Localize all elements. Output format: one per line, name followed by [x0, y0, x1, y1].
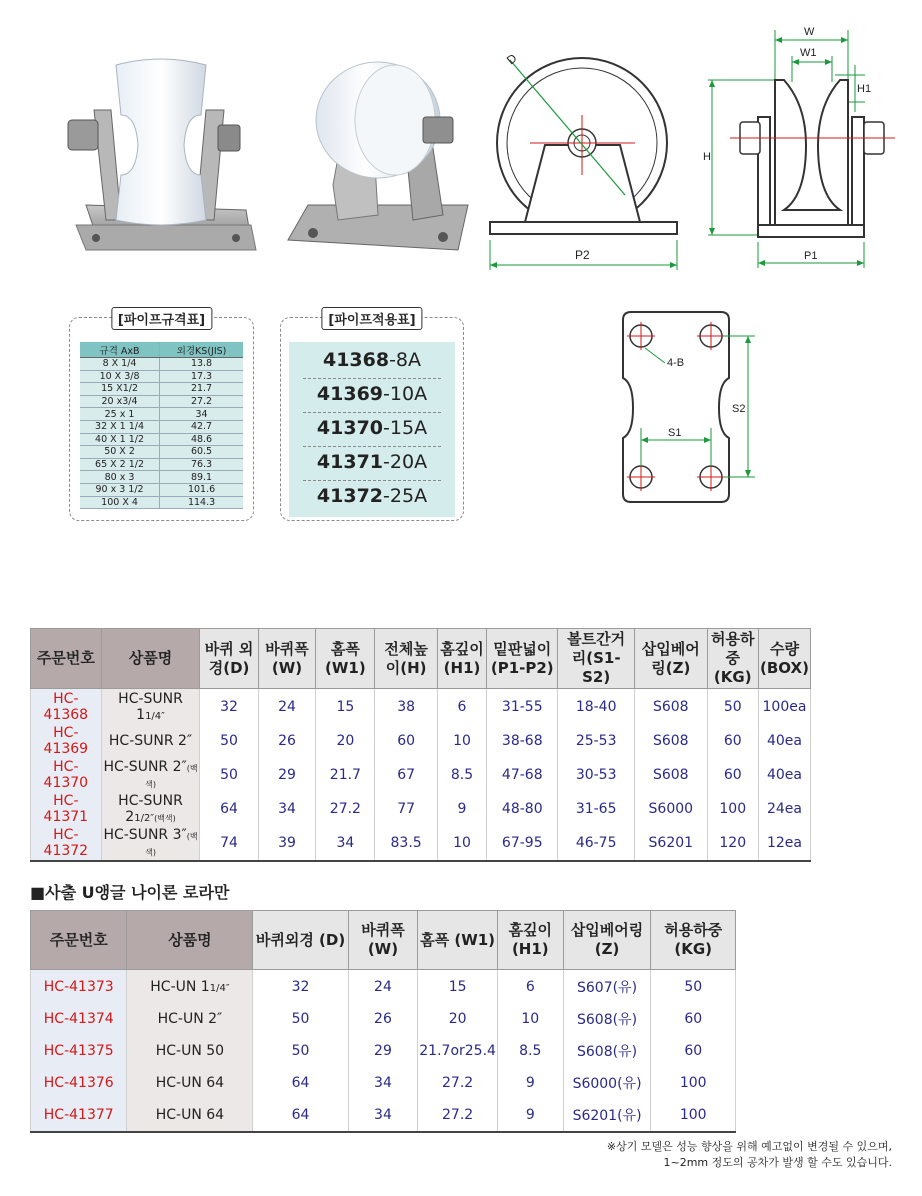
pipe-spec-row [80, 433, 243, 446]
pipe-spec-od: 27.2 [160, 395, 243, 408]
product-name-main: HC-UN 50 [155, 1043, 225, 1059]
table2-cell: 29 [348, 1035, 418, 1067]
label-4B: 4-B [667, 357, 685, 369]
apply-code: 41371 [316, 451, 384, 473]
label-P1: P1 [804, 250, 818, 262]
table1-cell: 67-95 [487, 826, 558, 861]
table1-cell: 10 [437, 724, 486, 758]
table1-cell: 8.5 [437, 758, 486, 792]
table1-header: 밑판넓이 (P1-P2) [487, 629, 558, 689]
pipe-spec-size: 65 X 2 1/2 [80, 458, 160, 471]
product-name [127, 1003, 253, 1035]
order-number: HC-41370 [31, 758, 102, 792]
table1-cell: 60 [375, 724, 437, 758]
product-name-note: (백색) [145, 832, 198, 857]
table1-cell: 24 [258, 689, 316, 725]
table1-cell: 30-53 [558, 758, 635, 792]
pipe-apply-row [303, 342, 441, 379]
apply-code: 41372 [316, 485, 384, 507]
table2-header: 상품명 [127, 911, 253, 970]
table1-cell: 6 [437, 689, 486, 725]
label-P2: P2 [575, 248, 590, 262]
table2-cell: 50 [253, 1003, 348, 1035]
table2-cell: S6000(유) [563, 1067, 651, 1099]
table2-cell: 9 [497, 1099, 563, 1132]
apply-size: -15A [383, 417, 428, 439]
table2-cell: 64 [253, 1067, 348, 1099]
label-D: D [503, 50, 520, 68]
table2-row [31, 1035, 736, 1067]
table2-cell: S608(유) [563, 1003, 651, 1035]
order-number: HC-41375 [31, 1035, 127, 1067]
table2-cell: 20 [418, 1003, 498, 1035]
pipe-spec-header-od: 외경KS(JIS) [160, 342, 243, 358]
table2-cell: 100 [651, 1067, 736, 1099]
pipe-spec-row [80, 496, 243, 509]
pipe-spec-size: 25 x 1 [80, 408, 160, 421]
product-name [101, 724, 200, 758]
table2-cell: S608(유) [563, 1035, 651, 1067]
table1-cell: 29 [258, 758, 316, 792]
table2-cell: 34 [348, 1067, 418, 1099]
table1-header: 홈깊이 (H1) [437, 629, 486, 689]
table2-cell: 50 [651, 970, 736, 1004]
table1-cell: 15 [316, 689, 375, 725]
pipe-spec-od: 21.7 [160, 383, 243, 396]
pipe-spec-size: 40 X 1 1/2 [80, 433, 160, 446]
table1-cell: 31-65 [558, 792, 635, 826]
product-name-main: HC-SUNR 2″ [108, 733, 193, 749]
table1-header: 상품명 [101, 629, 200, 689]
table1-cell: S608 [635, 758, 708, 792]
pipe-spec-size: 32 X 1 1/4 [80, 420, 160, 433]
product-name-main: HC-UN 1 [150, 979, 210, 995]
table1-cell: 39 [258, 826, 316, 861]
pipe-spec-size: 10 X 3/8 [80, 370, 160, 383]
pipe-spec-size: 8 X 1/4 [80, 358, 160, 371]
pipe-spec-row [80, 471, 243, 484]
front-view-diagram [700, 20, 900, 275]
table1-header: 볼트간거 리(S1-S2) [558, 629, 635, 689]
table1-cell: 27.2 [316, 792, 375, 826]
pipe-spec-row [80, 458, 243, 471]
table1-cell: 50 [200, 724, 258, 758]
product-name [101, 758, 200, 792]
product-name-main: HC-UN 2″ [157, 1011, 223, 1027]
footnote [607, 1139, 892, 1171]
product-name-fraction: 1/2″ [134, 813, 155, 824]
table2-header: 삽입베어링 (Z) [563, 911, 651, 970]
label-S2: S2 [732, 403, 746, 415]
label-S1: S1 [668, 427, 682, 439]
product-name [127, 1067, 253, 1099]
pipe-spec-size: 100 X 4 [80, 496, 160, 509]
apply-code: 41368 [322, 349, 390, 371]
base-plate-diagram [615, 308, 785, 508]
table1-cell: 67 [375, 758, 437, 792]
product-name [101, 689, 200, 725]
table1-cell: 100ea [758, 689, 810, 725]
order-number: HC-41372 [31, 826, 102, 861]
product-name-main: HC-UN 64 [155, 1107, 225, 1123]
order-number: HC-41371 [31, 792, 102, 826]
product-name-main: HC-SUNR 3″ [103, 827, 187, 843]
pipe-spec-od: 89.1 [160, 471, 243, 484]
table2-cell: 21.7or25.4 [418, 1035, 498, 1067]
table2-cell: 27.2 [418, 1099, 498, 1132]
table1-cell: 60 [707, 758, 758, 792]
pipe-spec-od: 101.6 [160, 483, 243, 496]
table1-cell: 38 [375, 689, 437, 725]
table2-cell: S6201(유) [563, 1099, 651, 1132]
table2-cell: 24 [348, 970, 418, 1004]
side-view-diagram [485, 45, 695, 275]
pipe-spec-od: 60.5 [160, 446, 243, 459]
table2-cell: 10 [497, 1003, 563, 1035]
apply-code: 41369 [316, 383, 384, 405]
product-name [127, 970, 253, 1004]
table2-cell: 100 [651, 1099, 736, 1132]
pipe-spec-row [80, 383, 243, 396]
pipe-spec-od: 48.6 [160, 433, 243, 446]
table2-header: 주문번호 [31, 911, 127, 970]
apply-size: -10A [383, 383, 428, 405]
table2-cell: 32 [253, 970, 348, 1004]
table1-cell: 120 [707, 826, 758, 861]
apply-size: -8A [389, 349, 422, 371]
table1-cell: 50 [707, 689, 758, 725]
table1-header: 삽입베어 링(Z) [635, 629, 708, 689]
table1-cell: 40ea [758, 724, 810, 758]
table1-cell: 24ea [758, 792, 810, 826]
table1-cell: S608 [635, 689, 708, 725]
pipe-spec-row [80, 395, 243, 408]
label-H: H [703, 151, 711, 163]
table1-cell: 34 [258, 792, 316, 826]
product-name-main: HC-SUNR 2 [118, 793, 183, 825]
pipe-apply-box [280, 313, 464, 521]
product-name-fraction: 1/4″ [145, 711, 165, 722]
table1-cell: 10 [437, 826, 486, 861]
section-title-un: ■사출 U앵글 나이론 로라만 [30, 883, 230, 902]
table1-cell: 74 [200, 826, 258, 861]
table1-cell: 26 [258, 724, 316, 758]
table1-cell: 9 [437, 792, 486, 826]
pipe-spec-od: 42.7 [160, 420, 243, 433]
pipe-spec-od: 13.8 [160, 358, 243, 371]
table1-cell: 18-40 [558, 689, 635, 725]
table1-header: 수량 (BOX) [758, 629, 810, 689]
product-table-un [30, 910, 736, 1133]
table2-cell: 15 [418, 970, 498, 1004]
table2-cell: 6 [497, 970, 563, 1004]
table1-row [31, 826, 811, 861]
pipe-spec-title: [파이프규격표] [111, 307, 212, 330]
pipe-spec-od: 76.3 [160, 458, 243, 471]
footnote-line-2: 1~2mm 정도의 공차가 발생 할 수도 있습니다. [663, 1156, 892, 1169]
apply-code: 41370 [316, 417, 384, 439]
table1-cell: 46-75 [558, 826, 635, 861]
table1-cell: S6201 [635, 826, 708, 861]
table1-cell: 77 [375, 792, 437, 826]
pipe-spec-box [69, 313, 254, 521]
product-name-note: (백색) [154, 814, 176, 823]
table1-header: 허용하 중(KG) [707, 629, 758, 689]
table1-cell: 50 [200, 758, 258, 792]
product-name [101, 826, 200, 861]
product-name [127, 1099, 253, 1132]
pipe-spec-header-size: 규격 AxB [80, 342, 160, 358]
product-table-sunr [30, 628, 811, 862]
table1-cell: 60 [707, 724, 758, 758]
table1-header: 전체높 이(H) [375, 629, 437, 689]
table1-cell: S6000 [635, 792, 708, 826]
table2-cell: 60 [651, 1035, 736, 1067]
table2-cell: 34 [348, 1099, 418, 1132]
pipe-spec-row [80, 408, 243, 421]
pipe-apply-row [303, 478, 441, 514]
table1-header: 주문번호 [31, 629, 102, 689]
apply-size: -20A [383, 451, 428, 473]
table1-cell: 38-68 [487, 724, 558, 758]
pipe-spec-row [80, 370, 243, 383]
order-number: HC-41376 [31, 1067, 127, 1099]
table2-row [31, 1067, 736, 1099]
table2-header: 홈폭 (W1) [418, 911, 498, 970]
product-name [127, 1035, 253, 1067]
table1-row [31, 724, 811, 758]
pipe-spec-table [80, 342, 243, 509]
pipe-spec-size: 80 x 3 [80, 471, 160, 484]
table1-cell: 25-53 [558, 724, 635, 758]
product-name-main: HC-SUNR 2″ [103, 759, 187, 775]
label-W1: W1 [800, 47, 817, 59]
order-number: HC-41377 [31, 1099, 127, 1132]
pipe-spec-row [80, 358, 243, 371]
table1-cell: 12ea [758, 826, 810, 861]
product-name [101, 792, 200, 826]
pipe-apply-panel [289, 342, 455, 517]
table2-header: 바퀴폭 (W) [348, 911, 418, 970]
pipe-spec-size: 20 x3/4 [80, 395, 160, 408]
pipe-spec-size: 50 X 2 [80, 446, 160, 459]
table2-header: 허용하중 (KG) [651, 911, 736, 970]
order-number: HC-41369 [31, 724, 102, 758]
table1-cell: 40ea [758, 758, 810, 792]
table2-cell: 64 [253, 1099, 348, 1132]
product-name-note: (백색) [145, 764, 198, 789]
table1-row [31, 792, 811, 826]
table1-header: 바퀴 외경(D) [200, 629, 258, 689]
table2-cell: 27.2 [418, 1067, 498, 1099]
label-W: W [804, 26, 815, 38]
order-number: HC-41368 [31, 689, 102, 725]
table2-cell: 26 [348, 1003, 418, 1035]
pipe-apply-title: [파이프적용표] [321, 307, 422, 330]
order-number: HC-41374 [31, 1003, 127, 1035]
table1-row [31, 758, 811, 792]
pipe-spec-row [80, 483, 243, 496]
table1-cell: 34 [316, 826, 375, 861]
table1-cell: 31-55 [487, 689, 558, 725]
pipe-apply-row [303, 410, 441, 447]
table2-cell: 60 [651, 1003, 736, 1035]
table2-row [31, 1099, 736, 1132]
footnote-line-1: ※상기 모델은 성능 향상을 위해 예고없이 변경될 수 있으며, [606, 1140, 892, 1153]
table2-cell: S607(유) [563, 970, 651, 1004]
table2-row [31, 970, 736, 1004]
table1-cell: 32 [200, 689, 258, 725]
table1-header: 바퀴폭 (W) [258, 629, 316, 689]
table1-row [31, 689, 811, 725]
table2-header: 홈깊이 (H1) [497, 911, 563, 970]
table1-cell: 64 [200, 792, 258, 826]
table1-cell: 21.7 [316, 758, 375, 792]
table1-cell: 100 [707, 792, 758, 826]
pipe-spec-size: 90 x 3 1/2 [80, 483, 160, 496]
table1-cell: 83.5 [375, 826, 437, 861]
product-name-main: HC-UN 64 [155, 1075, 225, 1091]
pipe-spec-od: 17.3 [160, 370, 243, 383]
table2-cell: 8.5 [497, 1035, 563, 1067]
product-name-main: HC-SUNR 1 [118, 691, 183, 723]
pipe-spec-od: 34 [160, 408, 243, 421]
table1-header: 홈폭 (W1) [316, 629, 375, 689]
pipe-apply-row [303, 376, 441, 413]
pipe-spec-row [80, 446, 243, 459]
table2-cell: 9 [497, 1067, 563, 1099]
label-H1: H1 [857, 83, 872, 95]
product-photo-front [66, 55, 266, 255]
table2-row [31, 1003, 736, 1035]
pipe-apply-row [303, 444, 441, 481]
order-number: HC-41373 [31, 970, 127, 1004]
pipe-spec-row [80, 420, 243, 433]
product-name-fraction: 1/4″ [209, 983, 230, 994]
table2-cell: 50 [253, 1035, 348, 1067]
table1-cell: 47-68 [487, 758, 558, 792]
product-photo-angle [283, 55, 483, 255]
table1-cell: S608 [635, 724, 708, 758]
table2-header: 바퀴외경 (D) [253, 911, 348, 970]
table1-cell: 20 [316, 724, 375, 758]
pipe-spec-size: 15 X1/2 [80, 383, 160, 396]
table1-cell: 48-80 [487, 792, 558, 826]
apply-size: -25A [383, 485, 428, 507]
pipe-spec-od: 114.3 [160, 496, 243, 509]
